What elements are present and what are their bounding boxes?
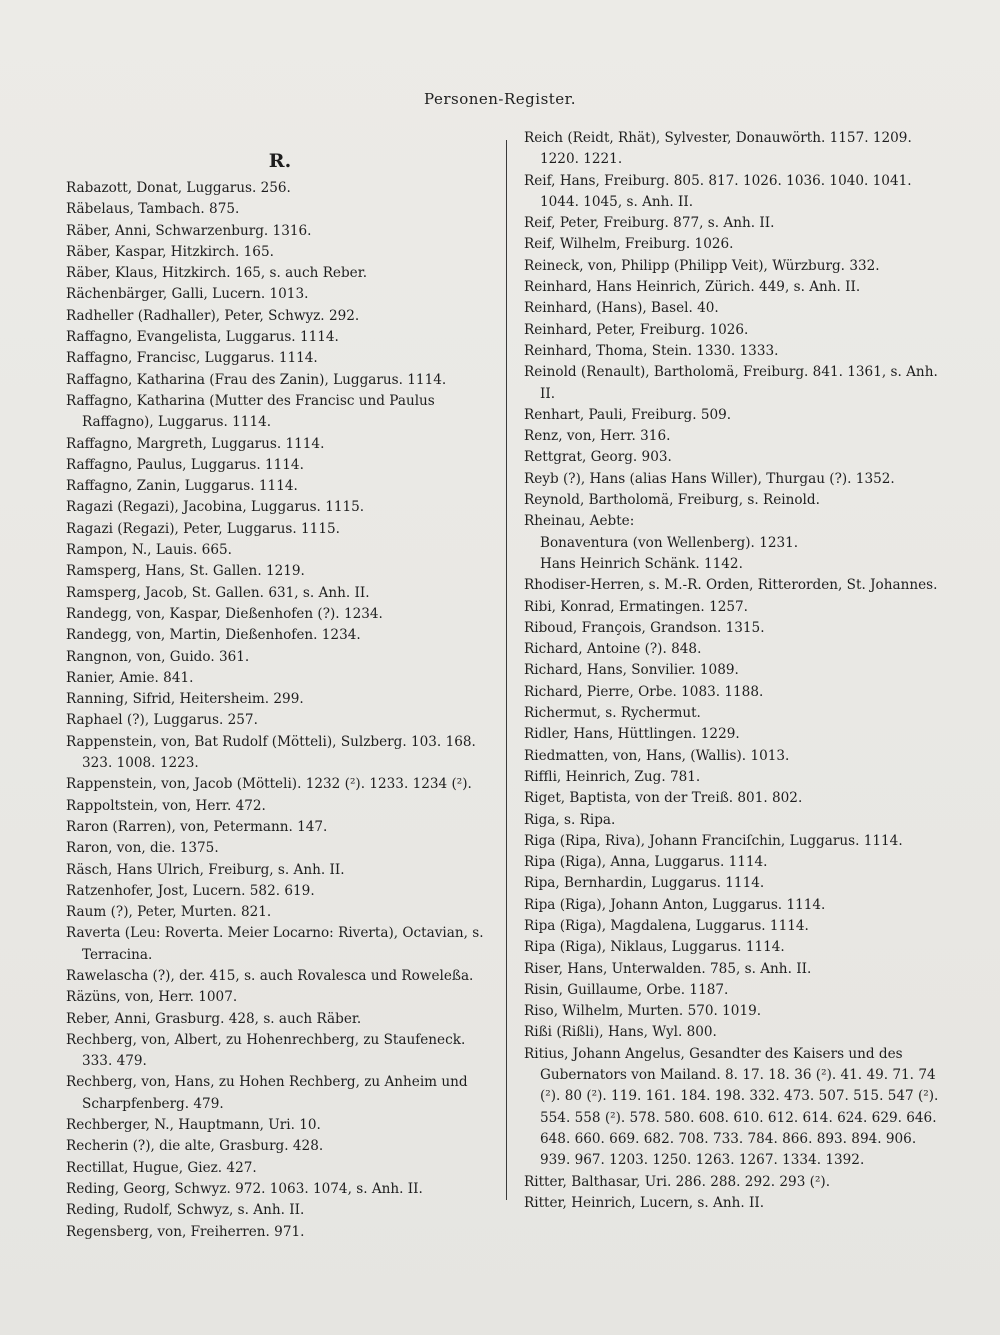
index-entry: Ripa (Riga), Magdalena, Luggarus. 1114.	[524, 917, 809, 934]
index-entry: Raron, von, die. 1375.	[66, 840, 219, 857]
index-entry: Rappoltstein, von, Herr. 472.	[66, 797, 266, 814]
index-entry: Reinhard, Thoma, Stein. 1330. 1333.	[524, 342, 779, 359]
index-entry: Ritius, Johann Angelus, Gesandter des Kaisers und des Gubernators von Mailand. 8. 17. 18. 36 (²). 41. 49. 71. 74 (²). 80 (²). 119. 161. 184. 198. 332. 473. 507. 515. 547 (²). 554. 558 (²). 578. 580. 608. 610. 612. 614. 624. 629. 646. 648. 660. 669. 682. 708. 733. 784. 866. 893. 894. 906. 939. 967. 1203. 1250. 1263. 1267. 1334. 1392.	[524, 1045, 939, 1169]
index-entry: Richermut, s. Rychermut.	[524, 705, 701, 722]
index-entry: Rißi (Rißli), Hans, Wyl. 800.	[524, 1024, 717, 1041]
right-column	[524, 128, 950, 1214]
index-entry: Ramsperg, Hans, St. Gallen. 1219.	[66, 563, 305, 580]
index-entry: Reinhard, Peter, Freiburg. 1026.	[524, 321, 749, 338]
index-entry: Reyb (?), Hans (alias Hans Willer), Thurgau (?). 1352.	[524, 470, 895, 487]
index-entry: Rectillat, Hugue, Giez. 427.	[66, 1159, 257, 1176]
index-entry: Raffagno, Paulus, Luggarus. 1114.	[66, 456, 304, 473]
column-divider	[506, 140, 507, 1200]
running-head: Personen-Register.	[424, 90, 576, 108]
index-entry: Reif, Wilhelm, Freiburg. 1026.	[524, 236, 734, 253]
index-entry: Reinhard, Hans Heinrich, Zürich. 449, s. Anh. II.	[524, 279, 861, 296]
index-entry: Rechberger, N., Hauptmann, Uri. 10.	[66, 1117, 321, 1134]
index-entry: Reding, Rudolf, Schwyz, s. Anh. II.	[66, 1202, 305, 1219]
index-entry: Raverta (Leu: Roverta. Meier Locarno: Riverta), Octavian, s. Terracina.	[66, 925, 484, 963]
index-entry: Ripa, Bernhardin, Luggarus. 1114.	[524, 875, 765, 892]
index-entry: Reich (Reidt, Rhät), Sylvester, Donauwörth. 1157. 1209. 1220. 1221.	[524, 130, 912, 168]
index-entry: Risin, Guillaume, Orbe. 1187.	[524, 981, 729, 998]
index-entry: Riso, Wilhelm, Murten. 570. 1019.	[524, 1003, 762, 1020]
index-entry: Radheller (Radhaller), Peter, Schwyz. 292.	[66, 307, 360, 324]
index-entry: Rechberg, von, Hans, zu Hohen Rechberg, zu Anheim und Scharpfenberg. 479.	[66, 1074, 468, 1112]
index-entry: Räber, Anni, Schwarzenburg. 1316.	[66, 222, 312, 239]
index-entry: Ripa (Riga), Niklaus, Luggarus. 1114.	[524, 939, 785, 956]
index-entry: Rettgrat, Georg. 903.	[524, 449, 672, 466]
index-entry: Riboud, François, Grandson. 1315.	[524, 619, 765, 636]
index-entry: Rächenbärger, Galli, Lucern. 1013.	[66, 286, 309, 303]
index-entry: Ripa (Riga), Anna, Luggarus. 1114.	[524, 854, 768, 871]
index-entry: Riget, Baptista, von der Treiß. 801. 802.	[524, 790, 803, 807]
index-entry: Rawelascha (?), der. 415, s. auch Rovalesca und Roweleßa.	[66, 967, 474, 984]
index-entry: Raffagno, Zanin, Luggarus. 1114.	[66, 478, 298, 495]
index-entry: Rappenstein, von, Bat Rudolf (Mötteli), Sulzberg. 103. 168. 323. 1008. 1223.	[66, 733, 476, 772]
index-entry: Raffagno, Katharina (Mutter des Francisc und Paulus Raffagno), Luggarus. 1114.	[66, 392, 435, 431]
index-entry: Reif, Peter, Freiburg. 877, s. Anh. II.	[524, 215, 775, 232]
index-entry: Reynold, Bartholomä, Freiburg, s. Reinold.	[524, 492, 820, 509]
index-entry: Raffagno, Katharina (Frau des Zanin), Luggarus. 1114.	[66, 371, 447, 388]
index-entry: Ragazi (Regazi), Peter, Luggarus. 1115.	[66, 520, 340, 537]
index-entry: Raffagno, Francisc, Luggarus. 1114.	[66, 350, 318, 367]
left-column	[66, 150, 494, 1243]
index-entry: Ritter, Heinrich, Lucern, s. Anh. II.	[524, 1194, 765, 1211]
index-entry: Randegg, von, Martin, Dießenhofen. 1234.	[66, 627, 361, 644]
index-entry: Raffagno, Margreth, Luggarus. 1114.	[66, 435, 325, 452]
index-entry: Randegg, von, Kaspar, Dießenhofen (?). 1234.	[66, 605, 383, 622]
index-entry: Ramsperg, Jacob, St. Gallen. 631, s. Anh. II.	[66, 584, 370, 601]
index-entry: Rheinau, Aebte:	[524, 513, 635, 530]
index-entry: Reinold (Renault), Bartholomä, Freiburg. 841. 1361, s. Anh. II.	[524, 364, 938, 402]
index-entry: Reber, Anni, Grasburg. 428, s. auch Räber.	[66, 1010, 362, 1027]
index-entry: Ragazi (Regazi), Jacobina, Luggarus. 1115.	[66, 499, 365, 516]
index-entry: Rhodiser-Herren, s. M.-R. Orden, Ritterorden, St. Johannes.	[524, 577, 938, 594]
index-entry: Reinhard, (Hans), Basel. 40.	[524, 300, 719, 317]
index-entry: Regensberg, von, Freiherren. 971.	[66, 1223, 305, 1240]
index-entry: Räber, Kaspar, Hitzkirch. 165.	[66, 243, 274, 260]
index-entry: Reif, Hans, Freiburg. 805. 817. 1026. 1036. 1040. 1041. 1044. 1045, s. Anh. II.	[524, 172, 912, 210]
index-entry: Ranier, Amie. 841.	[66, 669, 194, 686]
index-entry: Richard, Pierre, Orbe. 1083. 1188.	[524, 683, 764, 700]
index-entry: Rangnon, von, Guido. 361.	[66, 648, 250, 665]
index-entry: Reding, Georg, Schwyz. 972. 1063. 1074, s. Anh. II.	[66, 1180, 423, 1197]
index-entry: Riser, Hans, Unterwalden. 785, s. Anh. II.	[524, 960, 812, 977]
section-letter: R.	[268, 150, 292, 172]
index-entry: Räzüns, von, Herr. 1007.	[66, 989, 238, 1006]
index-entry: Raum (?), Peter, Murten. 821.	[66, 904, 272, 921]
index-entry: Ribi, Konrad, Ermatingen. 1257.	[524, 598, 748, 615]
index-entry: Renhart, Pauli, Freiburg. 509.	[524, 406, 732, 423]
index-entry: Ridler, Hans, Hüttlingen. 1229.	[524, 726, 740, 743]
index-entry: Raron (Rarren), von, Petermann. 147.	[66, 818, 328, 835]
index-entry: Riffli, Heinrich, Zug. 781.	[524, 768, 701, 785]
index-entry: Ranning, Sifrid, Heitersheim. 299.	[66, 691, 304, 708]
index-entry: Räbelaus, Tambach. 875.	[66, 201, 240, 218]
index-entry: Räber, Klaus, Hitzkirch. 165, s. auch Reber.	[66, 265, 368, 282]
index-entry: Renz, von, Herr. 316.	[524, 428, 671, 445]
index-entry: Riedmatten, von, Hans, (Wallis). 1013.	[524, 747, 790, 764]
index-entry: Richard, Hans, Sonvilier. 1089.	[524, 662, 739, 679]
index-entry: Reineck, von, Philipp (Philipp Veit), Würzburg. 332.	[524, 257, 880, 274]
index-entry: Riga, s. Ripa.	[524, 811, 616, 828]
index-entry: Rappenstein, von, Jacob (Mötteli). 1232 (²). 1233. 1234 (²).	[66, 776, 472, 793]
index-entry: Räsch, Hans Ulrich, Freiburg, s. Anh. II.	[66, 861, 345, 878]
index-entry: Raphael (?), Luggarus. 257.	[66, 712, 258, 729]
index-entry: Richard, Antoine (?). 848.	[524, 641, 702, 658]
index-entry: Rampon, N., Lauis. 665.	[66, 542, 232, 559]
index-entry: Rabazott, Donat, Luggarus. 256.	[66, 180, 291, 196]
index-entry: Recherin (?), die alte, Grasburg. 428.	[66, 1138, 324, 1155]
index-entry: Ratzenhofer, Jost, Lucern. 582. 619.	[66, 882, 315, 899]
index-entry: Rechberg, von, Albert, zu Hohenrechberg, zu Staufeneck. 333. 479.	[66, 1031, 466, 1070]
index-entry: Raffagno, Evangelista, Luggarus. 1114.	[66, 329, 339, 346]
index-entry: Ritter, Balthasar, Uri. 286. 288. 292. 293 (²).	[524, 1173, 831, 1190]
index-entry: Hans Heinrich Schänk. 1142.	[540, 555, 743, 572]
index-entry: Bonaventura (von Wellenberg). 1231.	[540, 534, 799, 551]
index-entry: Ripa (Riga), Johann Anton, Luggarus. 1114.	[524, 896, 826, 913]
index-entry: Riga (Ripa, Riva), Johann Franciſchin, Luggarus. 1114.	[524, 832, 903, 849]
